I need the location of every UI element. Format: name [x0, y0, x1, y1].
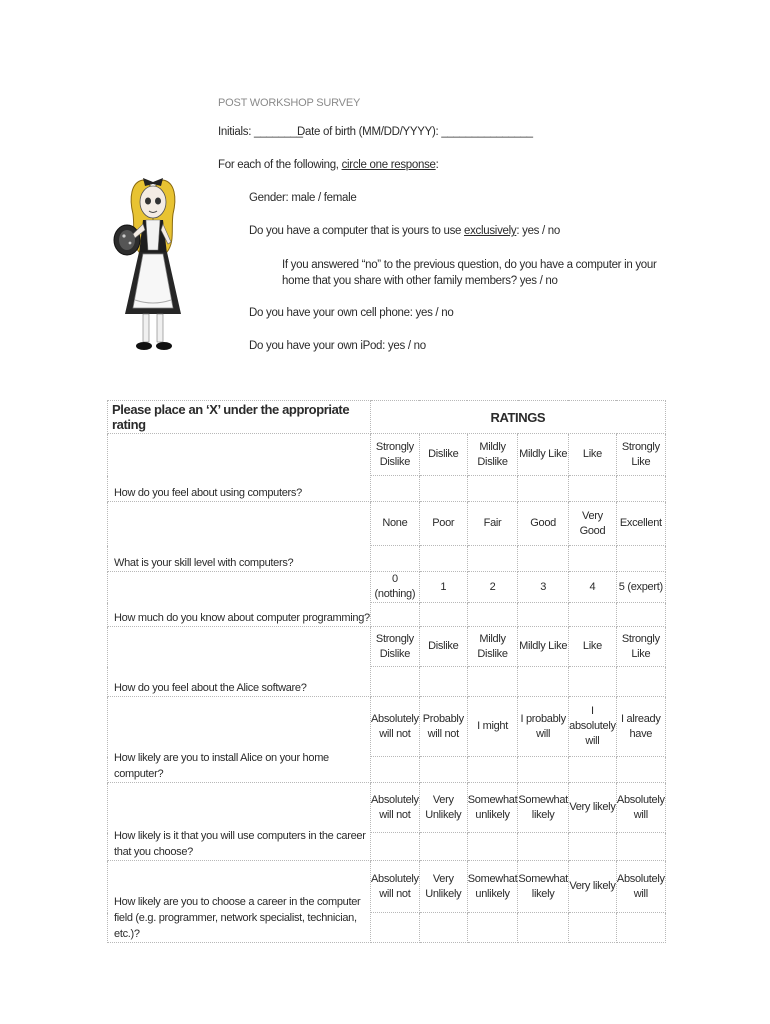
question-text: How much do you know about computer programming?	[108, 572, 371, 627]
rating-option-label: 1	[419, 572, 467, 603]
rating-mark-cell[interactable]	[419, 757, 467, 783]
computer-prefix: Do you have a computer that is yours to use	[249, 225, 465, 237]
computer-suffix: : yes / no	[516, 225, 560, 237]
computer-underlined: exclusively	[464, 225, 517, 237]
rating-option-label: 2	[467, 572, 518, 603]
question-text: How likely are you to choose a career in the computer field (e.g. programmer, network specialist, technician, etc.)?	[108, 861, 371, 943]
instructions-underlined: circle one response	[341, 159, 436, 171]
rating-mark-cell[interactable]	[568, 757, 616, 783]
question-text: How likely are you to install Alice on your home computer?	[108, 697, 371, 783]
rating-mark-cell[interactable]	[467, 546, 518, 572]
rating-mark-cell[interactable]	[518, 546, 569, 572]
rating-option-label: Very Unlikely	[419, 861, 467, 913]
rating-mark-cell[interactable]	[467, 667, 518, 697]
rating-mark-cell[interactable]	[616, 667, 665, 697]
rating-option-label: None	[371, 502, 420, 546]
rating-option-label: Strongly Like	[616, 434, 665, 476]
rating-option-label: Dislike	[419, 627, 467, 667]
question-cellphone: Do you have your own cell phone: yes / no	[249, 307, 454, 319]
rating-mark-cell[interactable]	[518, 603, 569, 627]
rating-option-label: I probably will	[518, 697, 569, 757]
rating-option-label: Mildly Like	[518, 434, 569, 476]
rating-option-label: Absolutely will not	[371, 861, 420, 913]
rating-mark-cell[interactable]	[568, 476, 616, 502]
rating-option-label: Mildly Dislike	[467, 434, 518, 476]
table-ratings-header: RATINGS	[371, 401, 666, 434]
rating-mark-cell[interactable]	[616, 757, 665, 783]
rating-option-label: Fair	[467, 502, 518, 546]
rating-mark-cell[interactable]	[568, 667, 616, 697]
table-left-header: Please place an ‘X’ under the appropriate rating	[108, 401, 371, 434]
rating-mark-cell[interactable]	[371, 667, 420, 697]
rating-option-label: Very likely	[568, 783, 616, 833]
rating-mark-cell[interactable]	[518, 913, 569, 943]
rating-mark-cell[interactable]	[371, 546, 420, 572]
rating-option-label: Probably will not	[419, 697, 467, 757]
rating-option-label: Mildly Dislike	[467, 627, 518, 667]
rating-mark-cell[interactable]	[616, 603, 665, 627]
rating-option-label: Strongly Like	[616, 627, 665, 667]
rating-mark-cell[interactable]	[616, 476, 665, 502]
table-row	[108, 783, 666, 833]
question-ipod: Do you have your own iPod: yes / no	[249, 340, 426, 352]
rating-mark-cell[interactable]	[371, 757, 420, 783]
rating-option-label: Good	[518, 502, 569, 546]
rating-option-label: Very Unlikely	[419, 783, 467, 833]
survey-title: POST WORKSHOP SURVEY	[218, 97, 361, 109]
question-text: How do you feel about the Alice software?	[108, 627, 371, 697]
rating-mark-cell[interactable]	[616, 913, 665, 943]
rating-option-label: Absolutely will	[616, 861, 665, 913]
rating-option-label: Dislike	[419, 434, 467, 476]
initials-field: Initials: ________	[218, 126, 303, 138]
rating-mark-cell[interactable]	[371, 603, 420, 627]
rating-option-label: 5 (expert)	[616, 572, 665, 603]
rating-mark-cell[interactable]	[616, 833, 665, 861]
rating-option-label: Somewhat unlikely	[467, 783, 518, 833]
table-row	[108, 627, 666, 667]
rating-option-label: Somewhat likely	[518, 783, 569, 833]
rating-option-label: Like	[568, 434, 616, 476]
rating-mark-cell[interactable]	[568, 546, 616, 572]
question-text: What is your skill level with computers?	[108, 502, 371, 572]
instructions-prefix: For each of the following,	[218, 159, 342, 171]
ratings-table	[107, 400, 666, 943]
rating-option-label: Absolutely will not	[371, 697, 420, 757]
rating-mark-cell[interactable]	[419, 476, 467, 502]
rating-mark-cell[interactable]	[518, 476, 569, 502]
rating-mark-cell[interactable]	[419, 546, 467, 572]
rating-option-label: Mildly Like	[518, 627, 569, 667]
rating-mark-cell[interactable]	[419, 667, 467, 697]
rating-mark-cell[interactable]	[568, 913, 616, 943]
rating-option-label: 0 (nothing)	[371, 572, 420, 603]
rating-mark-cell[interactable]	[467, 603, 518, 627]
rating-mark-cell[interactable]	[568, 833, 616, 861]
question-text: How do you feel about using computers?	[108, 434, 371, 502]
rating-option-label: Strongly Dislike	[371, 434, 420, 476]
rating-option-label: 4	[568, 572, 616, 603]
rating-mark-cell[interactable]	[467, 913, 518, 943]
dob-field: Date of birth (MM/DD/YYYY): _______________	[297, 126, 533, 138]
rating-mark-cell[interactable]	[371, 913, 420, 943]
question-shared-computer: If you answered “no” to the previous question, do you have a computer in your home that you share with other family members? yes / no	[282, 259, 657, 287]
table-row	[108, 502, 666, 546]
rating-mark-cell[interactable]	[419, 603, 467, 627]
rating-option-label: Absolutely will	[616, 783, 665, 833]
alice-character-illustration	[113, 168, 193, 356]
rating-mark-cell[interactable]	[371, 833, 420, 861]
rating-mark-cell[interactable]	[518, 667, 569, 697]
rating-mark-cell[interactable]	[467, 833, 518, 861]
rating-option-label: Very likely	[568, 861, 616, 913]
rating-option-label: I absolutely will	[568, 697, 616, 757]
rating-option-label: Somewhat likely	[518, 861, 569, 913]
rating-option-label: Excellent	[616, 502, 665, 546]
question-computer	[249, 225, 560, 237]
rating-mark-cell[interactable]	[616, 546, 665, 572]
table-row	[108, 861, 666, 913]
table-row	[108, 697, 666, 757]
rating-option-label: I already have	[616, 697, 665, 757]
rating-option-label: Absolutely will not	[371, 783, 420, 833]
rating-mark-cell[interactable]	[518, 757, 569, 783]
table-row	[108, 434, 666, 476]
rating-option-label: Strongly Dislike	[371, 627, 420, 667]
table-row	[108, 572, 666, 603]
question-gender: Gender: male / female	[249, 192, 357, 204]
rating-option-label: Very Good	[568, 502, 616, 546]
rating-mark-cell[interactable]	[419, 913, 467, 943]
rating-option-label: Somewhat unlikely	[467, 861, 518, 913]
rating-option-label: Poor	[419, 502, 467, 546]
instructions	[218, 159, 439, 171]
rating-mark-cell[interactable]	[518, 833, 569, 861]
rating-option-label: Like	[568, 627, 616, 667]
rating-option-label: I might	[467, 697, 518, 757]
instructions-suffix: :	[435, 159, 439, 171]
rating-mark-cell[interactable]	[467, 757, 518, 783]
question-text: How likely is it that you will use computers in the career that you choose?	[108, 783, 371, 861]
rating-mark-cell[interactable]	[568, 603, 616, 627]
rating-mark-cell[interactable]	[419, 833, 467, 861]
rating-option-label: 3	[518, 572, 569, 603]
rating-mark-cell[interactable]	[371, 476, 420, 502]
rating-mark-cell[interactable]	[467, 476, 518, 502]
